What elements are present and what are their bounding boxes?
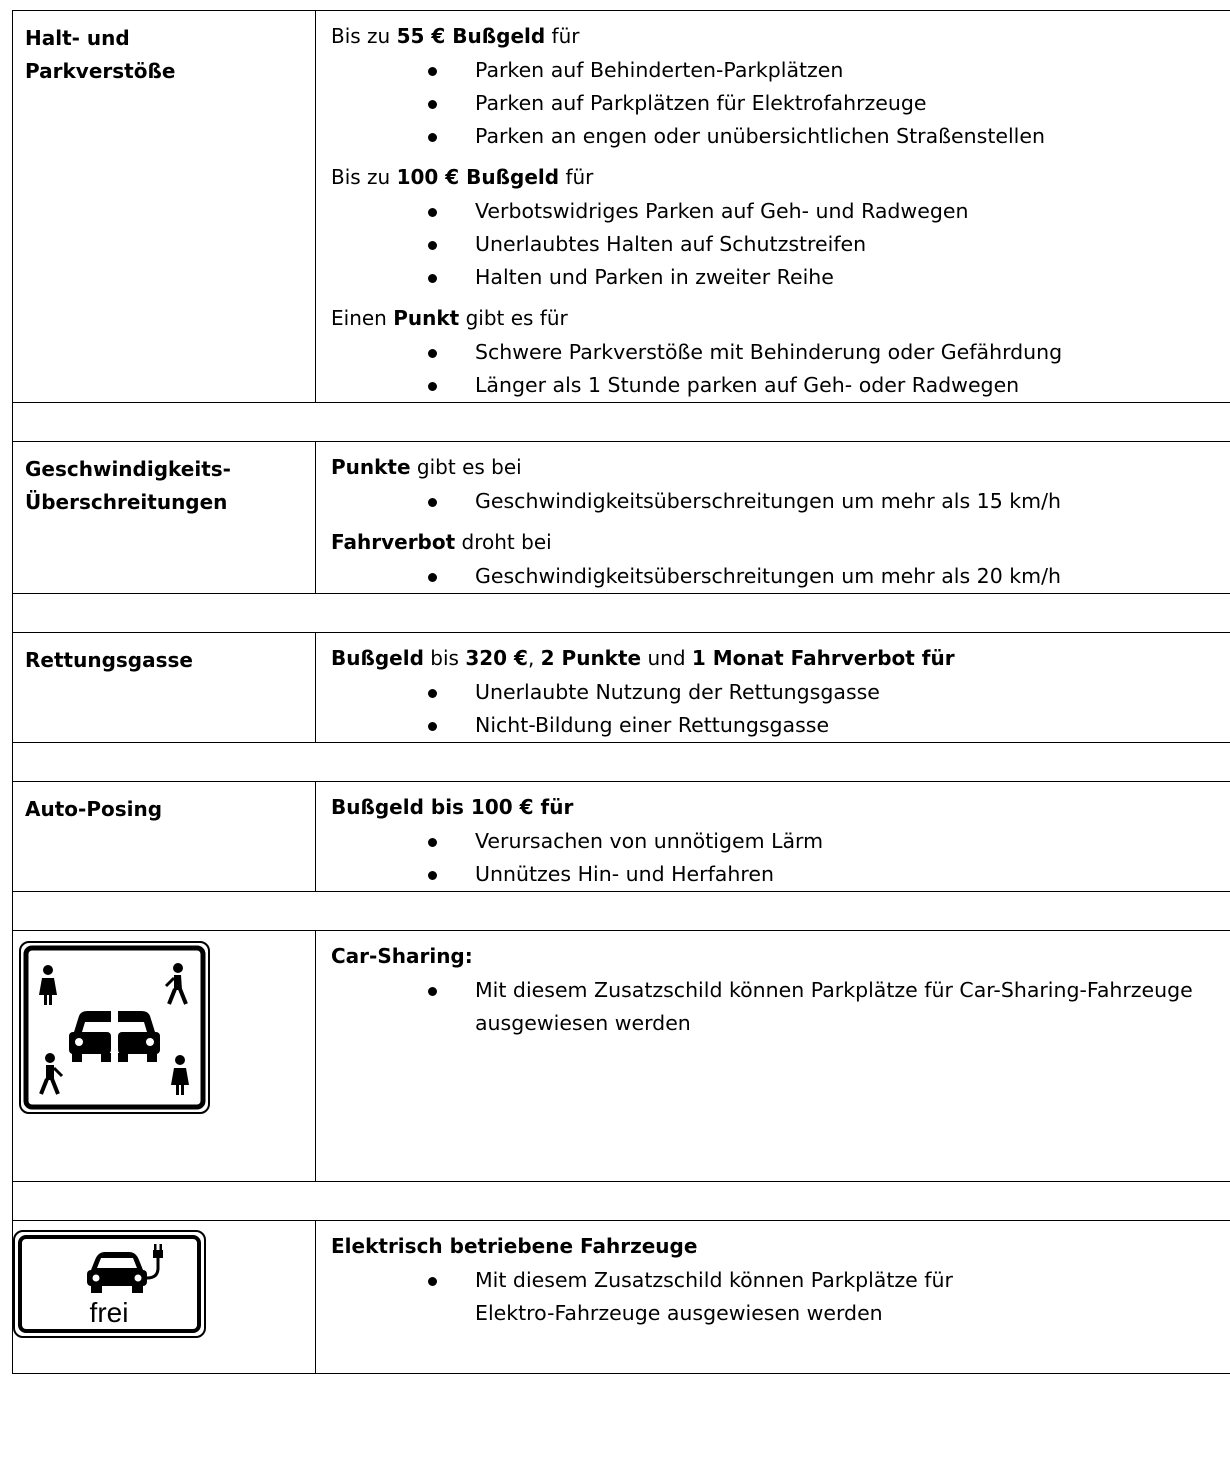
bullet-list [331, 195, 1230, 294]
row-label-cell [13, 782, 316, 892]
row-label-cell [13, 633, 316, 743]
table-row [13, 11, 1230, 403]
row-content-cell [316, 11, 1230, 403]
list-item: Unerlaubte Nutzung der Rettungsgasse [331, 676, 1230, 709]
spacer-row [13, 1182, 1230, 1221]
row-label: Halt- und Parkverstöße [25, 26, 176, 83]
list-item: Unerlaubtes Halten auf Schutzstreifen [331, 228, 1230, 261]
bullet-icon [428, 349, 437, 358]
bullet-icon [428, 722, 437, 731]
sign-cell [13, 931, 316, 1182]
list-item: Unnützes Hin- und Herfahren [331, 858, 1230, 891]
spacer-row [13, 594, 1230, 633]
bullet-icon [428, 987, 437, 996]
block-intro: Fahrverbot droht bei [331, 530, 552, 554]
bullet-list [331, 336, 1230, 402]
electric-vehicle-frei-sign-icon [13, 1230, 206, 1338]
bullet-list [331, 54, 1230, 153]
bullet-icon [428, 689, 437, 698]
bullet-icon [428, 1277, 437, 1286]
bullet-list [331, 825, 1230, 891]
row-label: Geschwindigkeits- Überschreitungen [25, 457, 231, 514]
list-item: Parken auf Parkplätzen für Elektrofahrzeuge [331, 87, 1230, 120]
list-item: Länger als 1 Stunde parken auf Geh- oder Radwegen [331, 369, 1230, 402]
row-content-cell [316, 782, 1230, 892]
list-item: Parken auf Behinderten-Parkplätzen [331, 54, 1230, 87]
block-intro: Bußgeld bis 100 € für [331, 795, 574, 819]
bullet-icon [428, 274, 437, 283]
bullet-list [331, 974, 1230, 1040]
block-intro: Bis zu 100 € Bußgeld für [331, 165, 594, 189]
row-content-cell [316, 1221, 1230, 1374]
sign-text: frei [89, 1297, 129, 1328]
bullet-icon [428, 133, 437, 142]
row-content-cell [316, 633, 1230, 743]
bullet-icon [428, 838, 437, 847]
block-intro: Bußgeld bis 320 €, 2 Punkte und 1 Monat Fahrverbot für [331, 646, 955, 670]
list-item: Verbotswidriges Parken auf Geh- und Radwegen [331, 195, 1230, 228]
bullet-icon [428, 498, 437, 507]
list-item: Halten und Parken in zweiter Reihe [331, 261, 1230, 294]
car-sharing-sign-icon [18, 940, 211, 1115]
bullet-icon [428, 871, 437, 880]
list-item: Nicht-Bildung einer Rettungsgasse [331, 709, 1230, 742]
fines-table [12, 10, 1230, 1374]
list-item: Verursachen von unnötigem Lärm [331, 825, 1230, 858]
list-item: Geschwindigkeitsüberschreitungen um mehr als 20 km/h [331, 560, 1230, 593]
table-row [13, 782, 1230, 892]
bullet-icon [428, 208, 437, 217]
row-label: Rettungsgasse [25, 648, 193, 672]
row-label-cell [13, 442, 316, 594]
bullet-icon [428, 382, 437, 391]
bullet-list [331, 485, 1230, 518]
sign-cell [13, 1221, 316, 1374]
list-item: Parken an engen oder unübersichtlichen Straßenstellen [331, 120, 1230, 153]
table-row [13, 442, 1230, 594]
spacer-row [13, 403, 1230, 442]
block-intro: Einen Punkt gibt es für [331, 306, 568, 330]
bullet-list [331, 676, 1230, 742]
block-intro: Elektrisch betriebene Fahrzeuge [331, 1234, 698, 1258]
table-row [13, 633, 1230, 743]
row-label-cell [13, 11, 316, 403]
spacer-row [13, 743, 1230, 782]
bullet-icon [428, 573, 437, 582]
list-item: Geschwindigkeitsüberschreitungen um mehr als 15 km/h [331, 485, 1230, 518]
spacer-row [13, 892, 1230, 931]
row-content-cell [316, 442, 1230, 594]
block-intro: Punkte gibt es bei [331, 455, 522, 479]
bullet-list [331, 1264, 1230, 1330]
bullet-icon [428, 67, 437, 76]
row-label: Auto-Posing [25, 797, 163, 821]
list-item: Mit diesem Zusatzschild können Parkplätze für Car-Sharing-Fahrzeuge ausgewiesen werden [331, 974, 1230, 1040]
row-content-cell [316, 931, 1230, 1182]
bullet-list [331, 560, 1230, 593]
list-item: Schwere Parkverstöße mit Behinderung oder Gefährdung [331, 336, 1230, 369]
bullet-icon [428, 100, 437, 109]
table-row [13, 1221, 1230, 1374]
table-row [13, 931, 1230, 1182]
block-intro: Bis zu 55 € Bußgeld für [331, 24, 580, 48]
list-item: Mit diesem Zusatzschild können Parkplätze für Elektro-Fahrzeuge ausgewiesen werden [331, 1264, 1230, 1330]
bullet-icon [428, 241, 437, 250]
block-intro: Car-Sharing: [331, 944, 473, 968]
